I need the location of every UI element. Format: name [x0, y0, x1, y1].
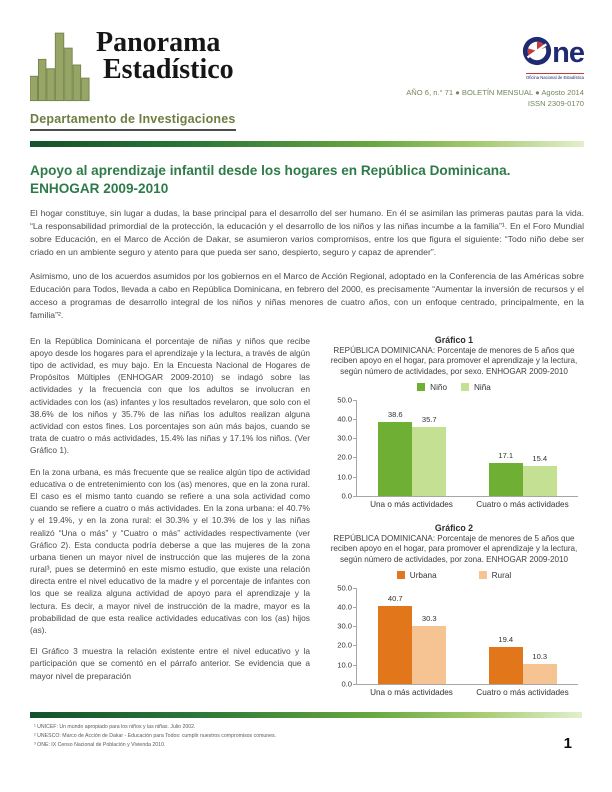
y-axis-tick-label: 10.0 [337, 472, 352, 482]
legend-swatch-icon [479, 571, 487, 579]
y-axis-tick [353, 626, 357, 627]
intro-paragraph-1: El hogar constituye, sin lugar a dudas, la base principal para el desarrollo del ser humano. En él se asimilan las primeras pautas para la vida. “La responsabilidad primordial de la protección, la educación y el desarrollo de los niños y las niñas incumbe a la familia”¹. En el Foro Mundial sobre Educación, en el Marco de Acción de Dakar, se asumieron varios compromisos, entre los que figura el siguiente: “Todo niño debe ser criado en un ambiente seguro y atento para que pueda ser sano, despierto, seguro y capaz de aprender”. [30, 208, 584, 258]
chart-bar [489, 463, 523, 496]
y-axis-tick-label: 50.0 [337, 583, 352, 593]
brand-title-line1: Panorama [96, 27, 221, 58]
chart-legend [324, 383, 584, 392]
chart-bar [523, 664, 557, 684]
charts-column [324, 335, 584, 711]
issn: ISSN 2309-0170 [527, 99, 584, 108]
y-axis-tick [353, 607, 357, 608]
footnote-3: ³ ONE: IX Censo Nacional de Población y Vivienda 2010. [34, 741, 166, 748]
one-logo-text: ne [552, 37, 584, 70]
y-axis-tick [353, 477, 357, 478]
legend-label: Niña [474, 382, 491, 392]
header-gradient-rule [30, 141, 584, 147]
brand-subtitle: Departamento de Investigaciones [30, 112, 236, 131]
chart-plot [337, 583, 578, 689]
y-axis-tick [353, 457, 357, 458]
article-title-line1: Apoyo al aprendizaje infantil desde los hogares en República Dominicana. [30, 163, 511, 178]
bar-value-label: 10.3 [532, 651, 548, 661]
one-logo-circle-icon [522, 36, 552, 71]
issue-line: AÑO 6, n.° 71 ● BOLETÍN MENSUAL ● Agosto 2014 [406, 88, 584, 97]
body-paragraph-4: En la zona urbana, es más frecuente que se realice algún tipo de actividad educativa o de entretenimiento con los (as) menores, que en la zona rural. El caso es el mismo tanto cuando se refiere a una sola actividad como cuando se refiere a cuatro o más actividades. En la zona urbana: el 40.7% y el 19.4%, y en la zona rural: el 30.3% y el 10.3% de los y las niñas realizó “Una o más” y “Cuatro o más” actividades respectivamente (ver Gráfico 2). Esta conducta podría deberse a que las mujeres de la zona urbana tienen un mayor nivel de instrucción que las mujeres de la zona rural³, pues se determinó en este mismo estudio, que existe una relación directa entre el nivel educativo de la madre y el porcentaje de infantes con los que se realiza alguna actividad de apoyo para el aprendizaje y la lectura. Es decir, a mayor nivel de instrucción de la madre, mayor es la probabilidad de que esta realice actividades educativas con los (as) hijos (as). [30, 466, 310, 636]
chart-bar [378, 606, 412, 684]
x-axis-category-label: Una o más actividades [370, 499, 453, 509]
brand-block [30, 26, 330, 131]
two-column-section [30, 335, 584, 711]
chart-title: Gráfico 2 [434, 522, 474, 533]
bar-value-label: 30.3 [421, 613, 437, 623]
y-axis-tick-label: 30.0 [337, 433, 352, 443]
y-axis-tick-label: 30.0 [337, 621, 352, 631]
legend-label: Urbana [409, 570, 437, 580]
bar-chart-logo-icon [30, 26, 90, 109]
legend-item [461, 383, 491, 392]
y-axis-tick-label: 10.0 [337, 660, 352, 670]
x-axis-category-label: Cuatro o más actividades [476, 687, 569, 697]
x-axis-category-label: Una o más actividades [370, 687, 453, 697]
legend-label: Niño [430, 382, 447, 392]
y-axis-tick-label: 0.0 [341, 679, 352, 689]
masthead-right [406, 26, 584, 131]
one-logo-caption: Oficina Nacional de Estadística [526, 75, 584, 80]
grafico-2-caption [324, 523, 584, 566]
y-axis-tick [353, 419, 357, 420]
chart-plot [337, 395, 578, 501]
y-axis-tick [353, 645, 357, 646]
y-axis-tick-label: 50.0 [337, 395, 352, 405]
chart-legend [324, 571, 584, 580]
legend-swatch-icon [397, 571, 405, 579]
y-axis-tick [353, 665, 357, 666]
y-axis-tick-label: 20.0 [337, 640, 352, 650]
chart-subtitle: REPÚBLICA DOMINICANA: Porcentaje de menores de 5 años que reciben apoyo en el hogar, para promover el aprendizaje y la lectura, según número de actividades, por sexo. ENHOGAR 2009-2010 [330, 345, 578, 377]
footnotes [34, 723, 276, 750]
legend-item [397, 571, 437, 580]
bar-value-label: 15.4 [532, 454, 548, 464]
masthead [0, 0, 612, 131]
footnote-2: ² UNESCO: Marco de Acción de Dakar - Educación para Todos: cumplir nuestros compromisos comunes. [34, 732, 277, 739]
page-number: 1 [563, 735, 572, 752]
intro-paragraph-2: Asimismo, uno de los acuerdos asumidos por los gobiernos en el Marco de Acción Regional, adoptado en la Conferencia de las Américas sobre Educación para Todos, llevada a cabo en República Dominicana, en febrero del 2000, es precisamente “Aumentar la inversión de recursos y el acceso a programas de desarrollo integral de los niños y niñas menores de cuatro años, con un enfoque centrado, principalmente, en la familia”². [30, 270, 584, 320]
bar-value-label: 35.7 [421, 415, 437, 425]
chart-x-labels [356, 688, 578, 697]
chart-bar [523, 466, 557, 496]
legend-item [417, 383, 447, 392]
article-title-line2: ENHOGAR 2009-2010 [30, 180, 169, 196]
body-paragraph-5: El Gráfico 3 muestra la relación existente entre el nivel educativo y la participación que se comentó en el párrafo anterior. Se evidencia que a mayor nivel de preparación [30, 646, 310, 681]
body-paragraph-3: En la República Dominicana el porcentaje de niñas y niños que recibe apoyo desde los hogares para el aprendizaje y la lectura, a través de algún tipo de actividad, es muy bajo. En la Encuesta Nacional de Hogares de Propósitos Múltiples (ENHOGAR 2009-2010) se indagó sobre las actividades y la frecuencia con que los adultos se involucran en actividades con los (as) infantes y los resultados revelaron, que solo con el 38.6% de los niños y 35.7% de las niñas los adultos realizan alguna actividad con estos fines. Los porcentajes son aún más bajos, cuando se trata de cuatro o más actividades, 15.4% las niñas y 17.1% los niños. (Ver Gráfico 1). [30, 335, 310, 456]
y-axis-tick [353, 400, 357, 401]
chart-bar [378, 422, 412, 496]
legend-swatch-icon [461, 383, 469, 391]
chart-title: Gráfico 1 [434, 334, 474, 345]
chart-x-labels [356, 500, 578, 509]
bar-value-label: 19.4 [498, 634, 514, 644]
chart-bar [412, 626, 446, 684]
y-axis-tick-label: 40.0 [337, 414, 352, 424]
bar-value-label: 17.1 [498, 450, 514, 460]
y-axis-tick [353, 588, 357, 589]
y-axis-tick-label: 40.0 [337, 602, 352, 612]
brand-title [96, 26, 234, 83]
brand-title-line2: Estadístico [103, 53, 234, 85]
y-axis-tick [353, 684, 357, 685]
legend-swatch-icon [417, 383, 425, 391]
footnote-1: ¹ UNICEF: Un mundo apropiado para los niños y las niñas. Julio 2002. [34, 724, 196, 730]
chart-bar [412, 427, 446, 496]
bar-value-label: 40.7 [387, 593, 403, 603]
text-column [30, 335, 310, 711]
article-title [30, 162, 584, 197]
x-axis-category-label: Cuatro o más actividades [476, 499, 569, 509]
footer-gradient-rule [30, 712, 582, 718]
bar-value-label: 38.6 [387, 409, 403, 419]
chart-bar [489, 647, 523, 684]
y-axis-tick-label: 0.0 [341, 491, 352, 501]
y-axis-tick [353, 438, 357, 439]
y-axis-tick-label: 20.0 [337, 452, 352, 462]
y-axis-tick [353, 496, 357, 497]
legend-label: Rural [491, 570, 512, 580]
grafico-2 [324, 523, 584, 697]
grafico-1 [324, 335, 584, 509]
legend-item [479, 571, 512, 580]
grafico-1-caption [324, 335, 584, 378]
one-logo [406, 36, 584, 71]
chart-subtitle: REPÚBLICA DOMINICANA: Porcentaje de menores de 5 años que reciben apoyo en el hogar, para promover el aprendizaje y la lectura, según número de actividades, por zona. ENHOGAR 2009-2010 [330, 533, 578, 565]
